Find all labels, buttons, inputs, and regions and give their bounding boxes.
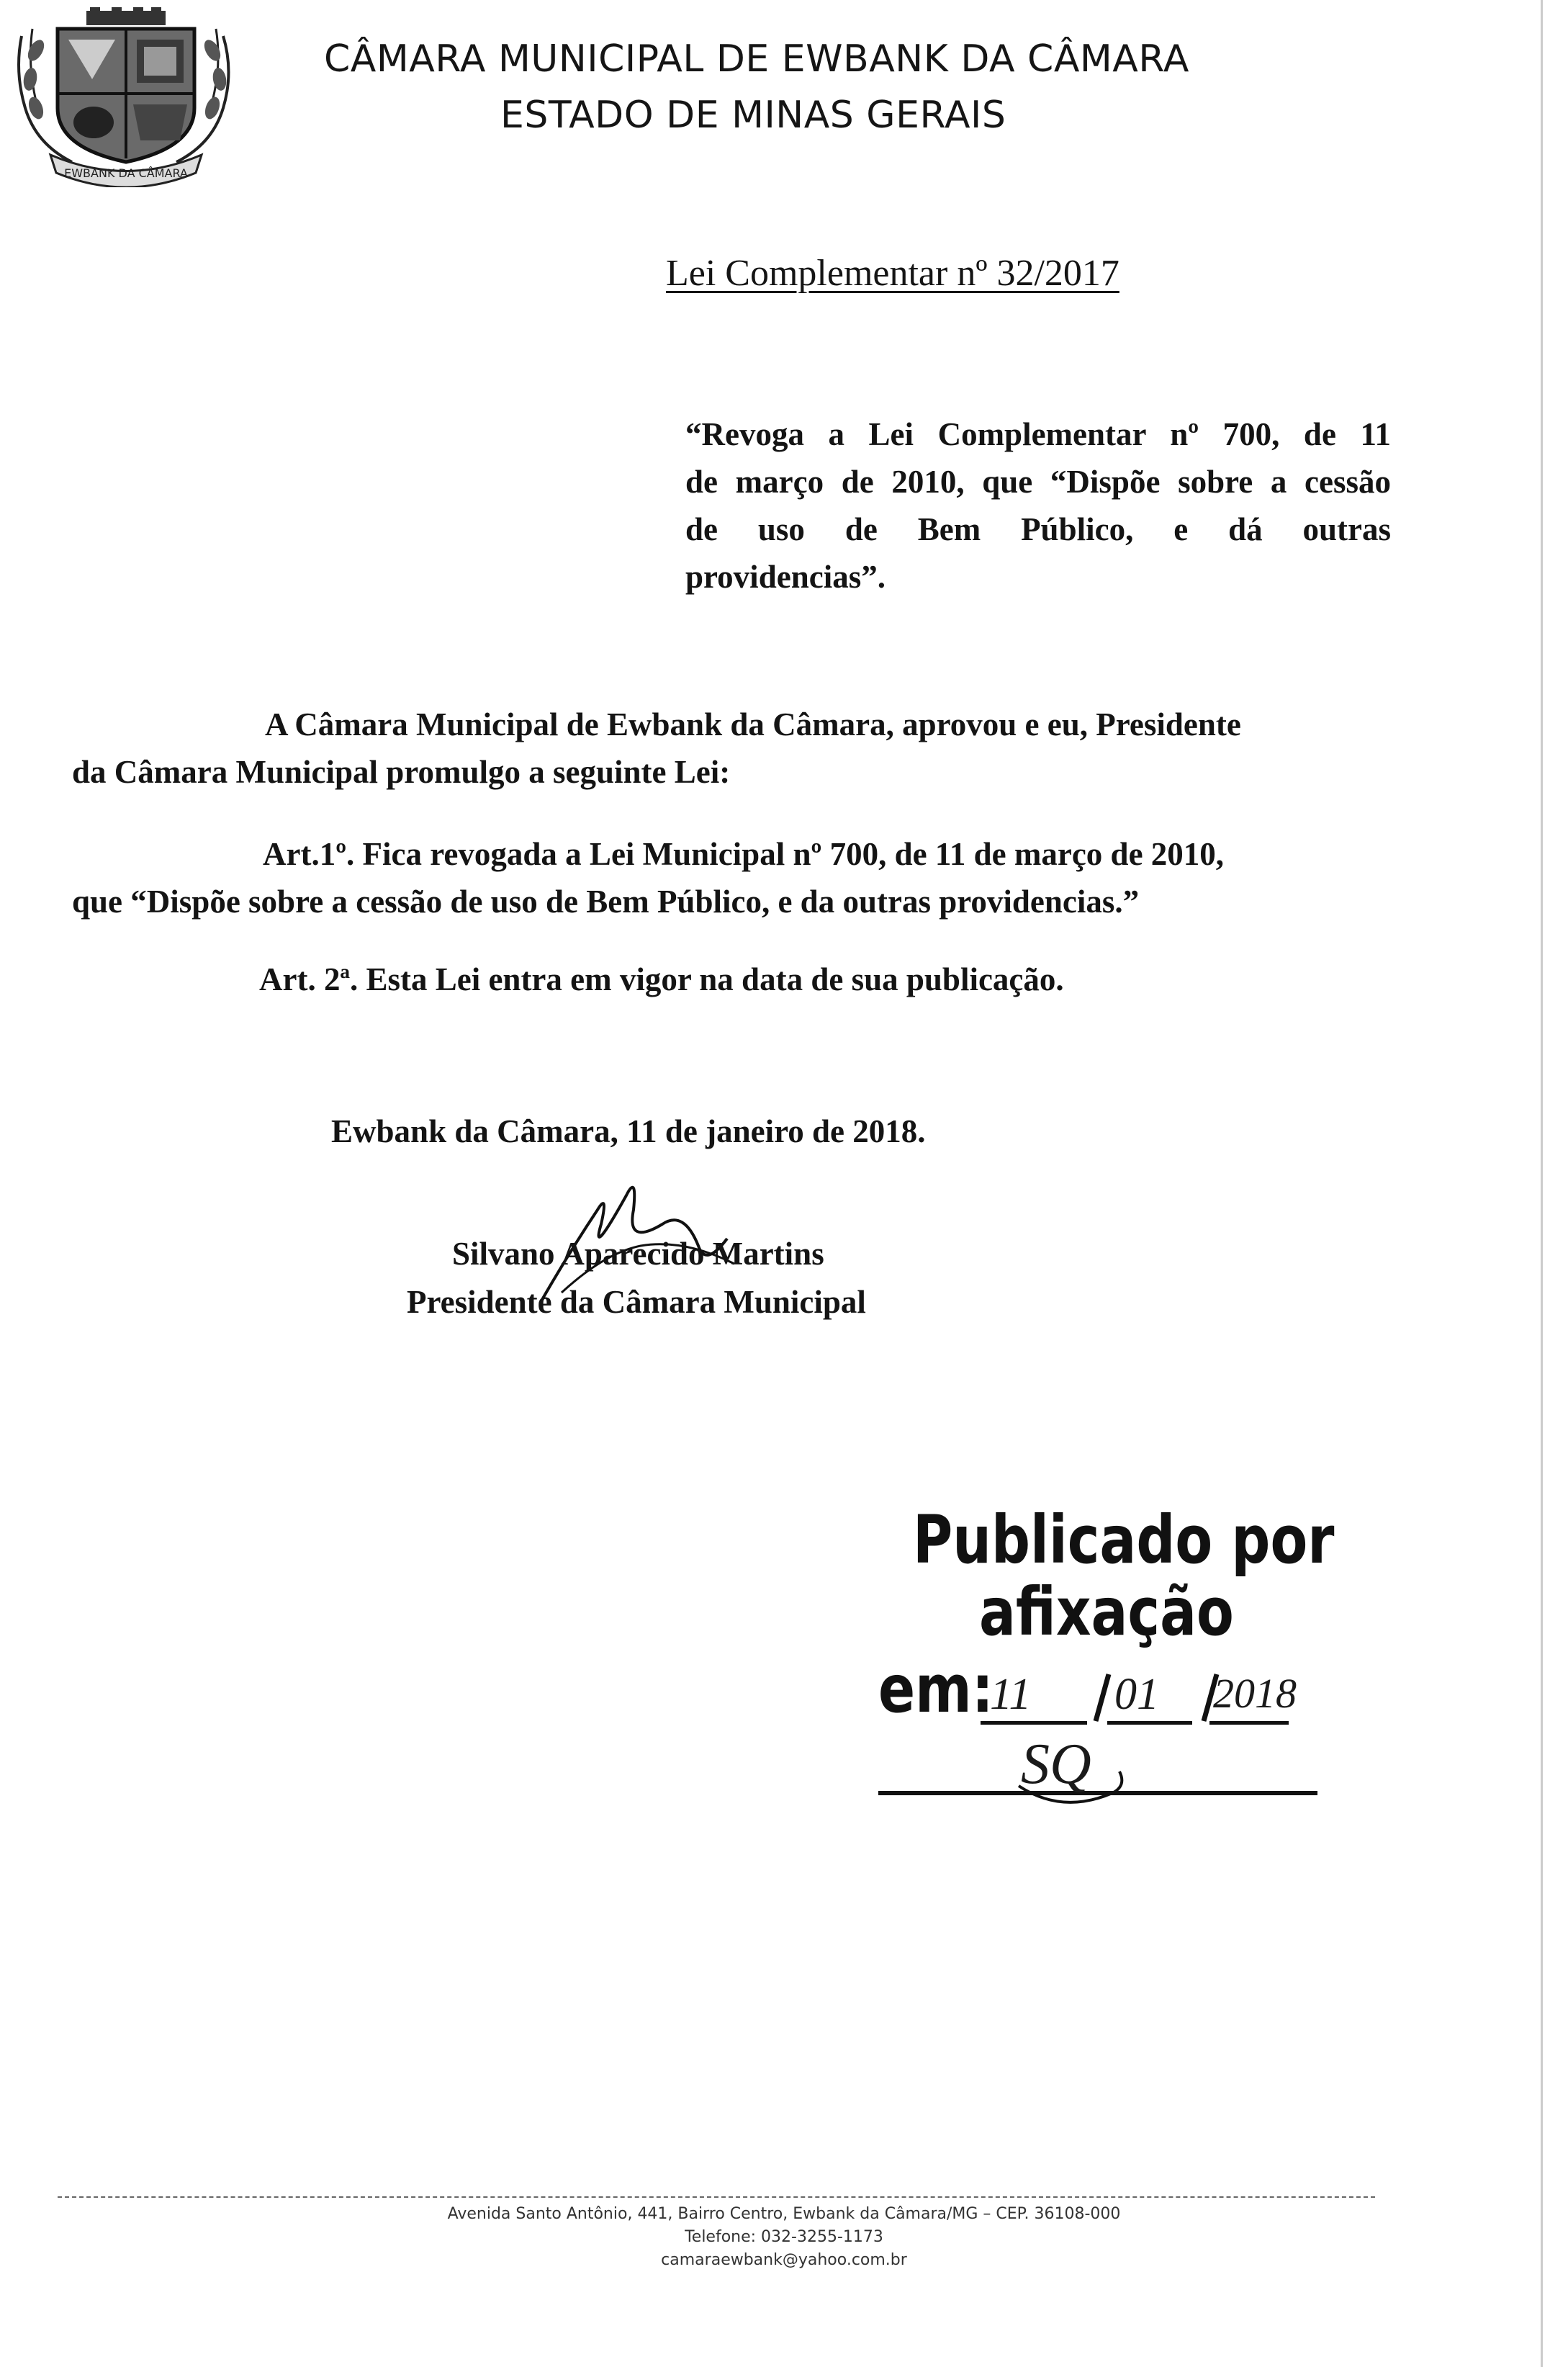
article-1-line: que “Dispõe sobre a cessão de uso de Bem Público, e da outras providencias.” (72, 884, 1140, 920)
stamp-date-prefix: em: (878, 1650, 993, 1728)
header-institution: CÂMARA MUNICIPAL DE EWBANK DA CÂMARA (324, 37, 1189, 81)
footer-phone: Telefone: 032-3255-1173 (685, 2228, 883, 2246)
stamp-day-line (981, 1721, 1087, 1725)
signer-name: Silvano Aparecido Martins (452, 1236, 824, 1272)
stamp-published-label: Publicado por (913, 1501, 1335, 1578)
footer-address: Avenida Santo Antônio, 441, Bairro Centro, Ewbank da Câmara/MG – CEP. 36108-000 (447, 2205, 1121, 2223)
summary-line: providencias”. (685, 559, 886, 595)
header-state: ESTADO DE MINAS GERAIS (500, 94, 1006, 137)
law-summary (685, 410, 1391, 601)
law-title: Lei Complementar nº 32/2017 (666, 253, 1119, 294)
stamp-initials-flourish (1004, 1743, 1134, 1822)
footer-divider (58, 2196, 1375, 2198)
preamble-line: A Câmara Municipal de Ewbank da Câmara, aprovou e eu, Presidente (265, 706, 1241, 742)
signer-role: Presidente da Câmara Municipal (407, 1284, 866, 1320)
article-1-line: Art.1º. Fica revogada a Lei Municipal nº 700, de 11 de março de 2010, (263, 836, 1225, 872)
stamp-day-value: 11 (990, 1670, 1032, 1719)
stamp-year-value: 2018 (1213, 1670, 1297, 1717)
stamp-month-value: 01 (1114, 1670, 1159, 1719)
summary-line: de uso de Bem Público, e dá outras (685, 511, 1391, 547)
stamp-initials: SQ (1021, 1733, 1091, 1796)
scan-edge (1541, 0, 1543, 2367)
preamble-line: da Câmara Municipal promulgo a seguinte Lei: (72, 754, 731, 790)
stamp-affixation-label: afixação (979, 1573, 1234, 1650)
coat-of-arms-logo (7, 7, 245, 187)
article-2: Art. 2ª. Esta Lei entra em vigor na data de sua publicação. (259, 961, 1064, 997)
summary-line: “Revoga a Lei Complementar nº 700, de 11 (685, 416, 1391, 452)
footer-email: camaraewbank@yahoo.com.br (661, 2251, 907, 2269)
crest-ribbon-text: EWBANK DA CÂMARA (64, 166, 188, 180)
place-date: Ewbank da Câmara, 11 de janeiro de 2018. (331, 1113, 926, 1149)
summary-line: de março de 2010, que “Dispõe sobre a cessão (685, 464, 1391, 500)
